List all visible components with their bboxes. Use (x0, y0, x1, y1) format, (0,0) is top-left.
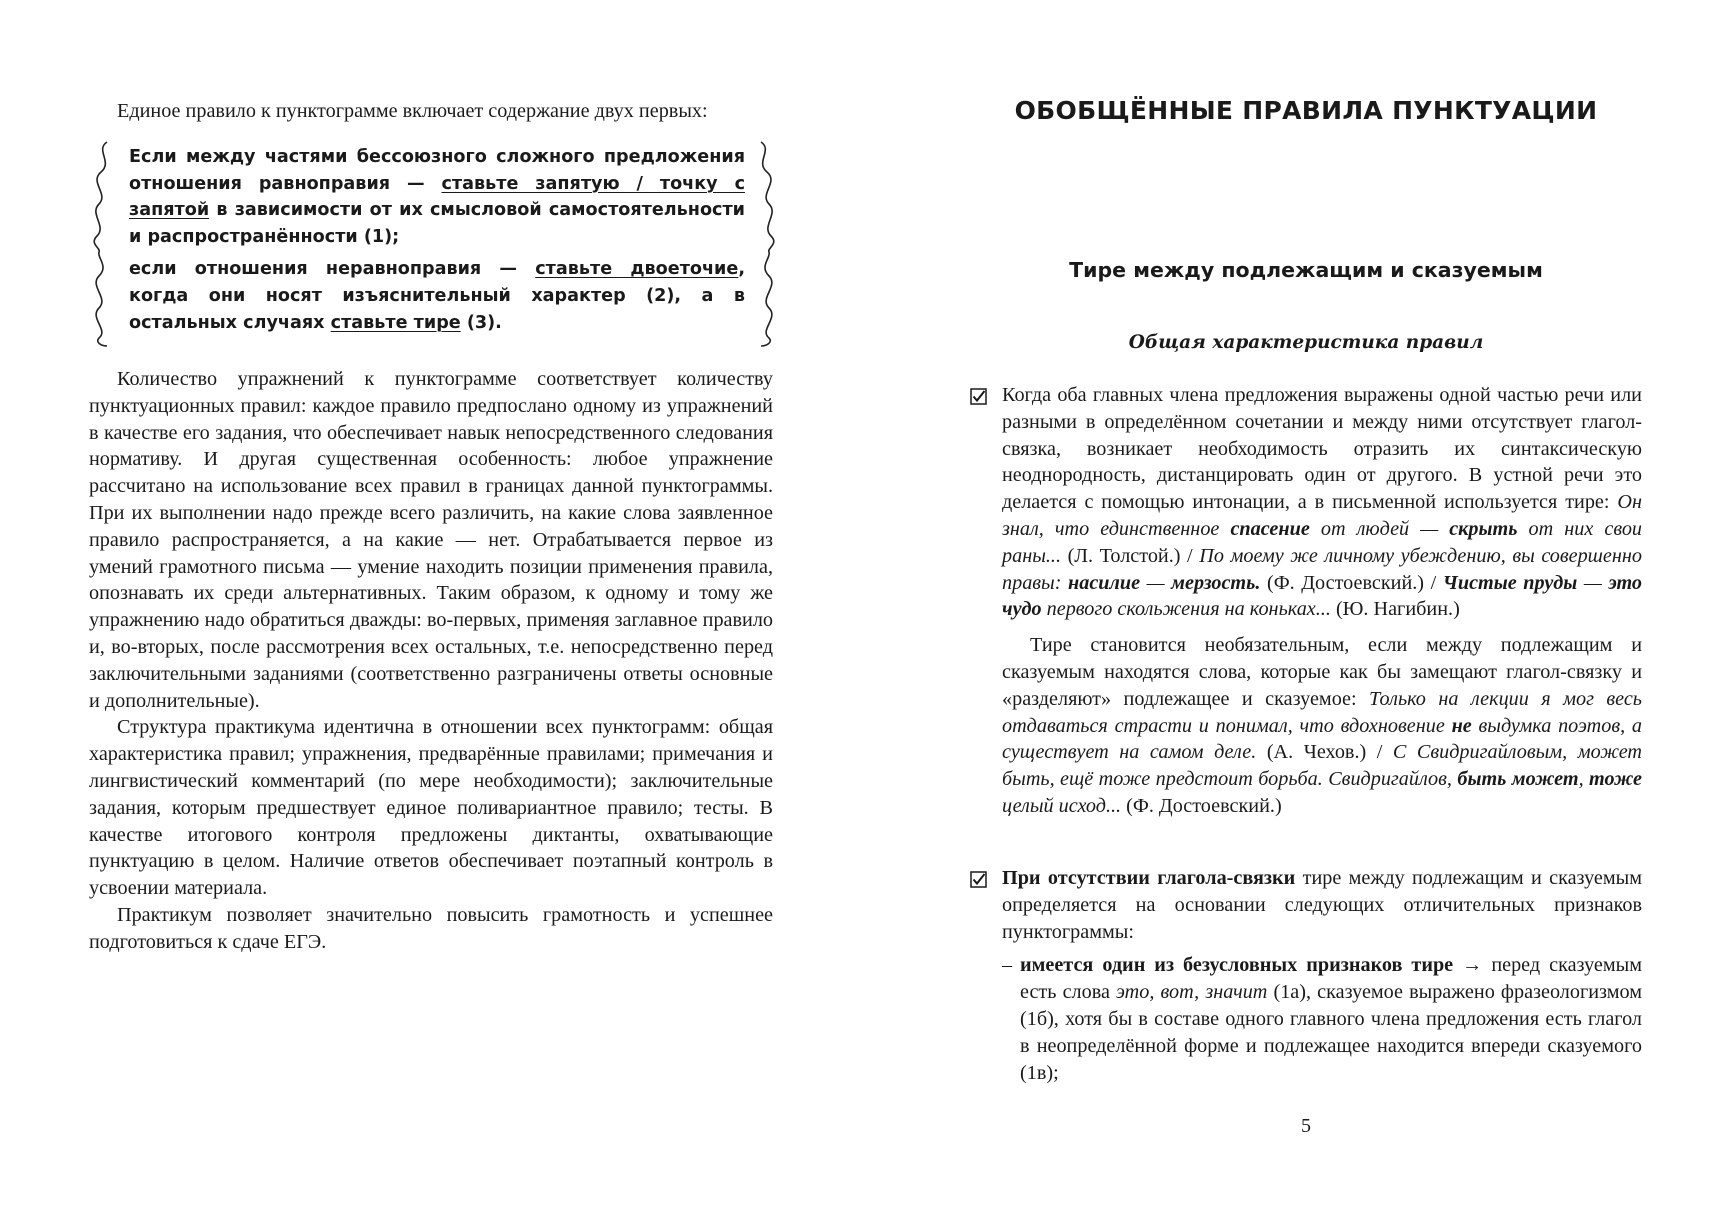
italic-example: По моему же личному убеждению, вы совершенно правы: (1002, 544, 1643, 594)
rule-text-fragment: если отношения неравноправия — (129, 259, 536, 280)
bold-italic-example: тоже (1589, 768, 1642, 791)
italic-example: от людей — (1309, 517, 1450, 540)
body-paragraph-3: Практикум позволяет значительно повысить грамотность и успешнее подготовиться к сдаче ЕГЭ. (89, 903, 773, 953)
bold-italic-example: быть может (1457, 768, 1579, 791)
rule-underlined-fragment: ставьте запятую / точку с запятой (129, 173, 745, 221)
rule-paragraph-1 (129, 144, 745, 250)
rule-item-2-body (1002, 865, 1642, 945)
text-fragment: (Ф. Достоевский.) (1121, 794, 1282, 817)
rule-item-2 (970, 865, 1642, 1086)
unified-rule-text (129, 144, 745, 336)
chapter-subtitle: Тире между подлежащим и сказуемым (1069, 258, 1543, 282)
item-2-paragraph (1002, 865, 1642, 945)
italic-example: это, вот, значит (1116, 981, 1268, 1004)
italic-example: , (1578, 768, 1590, 791)
bold-italic-example: насилие (1068, 571, 1141, 594)
left-body (89, 366, 773, 956)
right-wavy-brace-icon (753, 140, 777, 348)
section-heading: Общая характеристика правил (1128, 332, 1484, 353)
text-fragment: (1а), сказуемое выражено фразеологизмом (1б), хотя бы в составе одного главного члена предложения есть глагол в неопределённой форме и подлежащее находится впереди сказуемого (1в); (1020, 981, 1642, 1084)
text-fragment: (А. Чехов.) / (1256, 741, 1393, 764)
italic-example: — (1577, 571, 1609, 594)
item-1-paragraph-2 (1002, 632, 1642, 820)
unified-rule-box (89, 140, 773, 348)
rule-text-fragment: , когда они носят изъяснительный характер (2), а в остальных случаях (129, 259, 746, 333)
bold-italic-example: скрыть (1449, 517, 1518, 540)
rule-text-fragment: в зависимости от их смысловой самостоятельности и распространённости (1); (129, 200, 745, 247)
left-wavy-brace-icon (91, 140, 115, 348)
rule-item-1 (970, 382, 1642, 820)
italic-example: Он знал, что единственное (1002, 491, 1642, 540)
checked-box-icon (970, 388, 987, 405)
rule-item-1-body (1002, 382, 1642, 820)
italic-example: выдумка поэтов, а существует на самом деле. (1002, 714, 1643, 764)
text-fragment: Тире становится необязательным, если между подлежащим и сказуемым находятся слова, которые как бы замещают глагол-связку и «разделяют» подлежащее и сказуемое: (1002, 634, 1642, 710)
dash-item-text (1020, 952, 1642, 1086)
dash-marker: – (1002, 954, 1013, 977)
checked-box-icon (970, 871, 987, 888)
body-paragraph-2: Структура практикума идентична в отношении всех пунктограмм: общая характеристика правил; упражнения, предварённые правилами; примечания и лингвистический комментарий (по мере необходимости); заключительные задания, которым предшествует единое поливариантное правило; тесты. В качестве итогового контроля предложены диктанты, охватывающие пунктуацию в целом. Наличие ответов обеспечивает поэтапный контроль в усвоении материала. (89, 716, 773, 900)
italic-example: — (1140, 571, 1172, 594)
text-fragment: (Л. Толстой.) / (1061, 544, 1200, 567)
rule-underlined-fragment: ставьте тире (330, 312, 461, 333)
bold-term: имеется один из безусловных признаков тире → (1020, 954, 1483, 977)
body-paragraph-1: Количество упражнений к пунктограмме соответствует количеству пунктуационных правил: каждое правило предпослано одному из упражнений в качестве его задания, что обеспечивает навык непосредственного следования нормативу. И другая существенная особенность: любое упражнение рассчитано на использование всех правил в границах данной пунктограммы. При их выполнении надо прежде всего различить, на какие слова заявленное правило распространяется, а на какие — нет. Отрабатывается первое из умений грамотного письма — умение находить позиции применения правила, опознавать их среди альтернативных. Таким образом, к одному и тому же упражнению надо обратиться дважды: во-первых, применяя заглавное правило и, во-вторых, после рассмотрения всех остальных, т.е. непосредственно перед заключительными заданиями (соответственно разграничены ответы основные и дополнительные). (89, 368, 773, 712)
rule-text-fragment: (3). (460, 312, 502, 333)
page-title: ОБОБЩЁННЫЕ ПРАВИЛА ПУНКТУАЦИИ (1014, 96, 1598, 125)
left-page (89, 0, 773, 1211)
italic-example: Только на лекции я мог весь отдаваться страсти и понимал, что вдохновение (1002, 687, 1642, 737)
item-1-paragraph-1 (1002, 382, 1642, 623)
text-fragment: тире между подлежащим и сказуемым определяется на основании следующих отличительных признаков пунктограммы: (1002, 867, 1642, 943)
text-fragment: (Ю. Нагибин.) (1330, 598, 1460, 621)
right-page (970, 0, 1642, 1211)
text-fragment: перед сказуемым есть слова (1020, 954, 1642, 1004)
dash-list-item (970, 952, 1642, 1086)
rule-text-fragment: Если между частями бессоюзного сложного предложения отношения равноправия — (129, 147, 745, 194)
bold-term: При отсутствии глагола-связки (1002, 867, 1296, 889)
bold-italic-example: мерзость. (1171, 571, 1261, 594)
page-number: 5 (1301, 1115, 1311, 1137)
italic-example: первого скольжения на коньках... (1041, 598, 1331, 621)
bold-italic-example: спасение (1230, 517, 1310, 540)
intro-line: Единое правило к пунктограмме включает содержание двух первых: (117, 100, 708, 122)
rule-paragraph-2 (129, 256, 745, 336)
italic-example: С Свидригайловым, может быть, ещё тоже предстоит борьба. Свидригайлов, (1002, 741, 1642, 791)
italic-example: от них свои раны... (1002, 517, 1643, 567)
text-fragment: (Ф. Достоевский.) / (1260, 571, 1443, 594)
bold-italic-example: Чистые пруды (1442, 571, 1578, 594)
rule-underlined-fragment: ставьте двоеточие (535, 259, 739, 280)
bold-italic-example: не (1451, 714, 1472, 737)
text-fragment: Когда оба главных члена предложения выражены одной частью речи или разными в определённом сочетании и между ними отсутствует глагол-связка, возникает необходимость отразить их синтаксическую неоднородность, дистанцировать один от другого. В устной речи это делается с помощью интонации, а в письменной используется тире: (1002, 384, 1642, 514)
bold-italic-example: это чудо (1002, 571, 1643, 621)
italic-example: целый исход... (1002, 794, 1122, 817)
